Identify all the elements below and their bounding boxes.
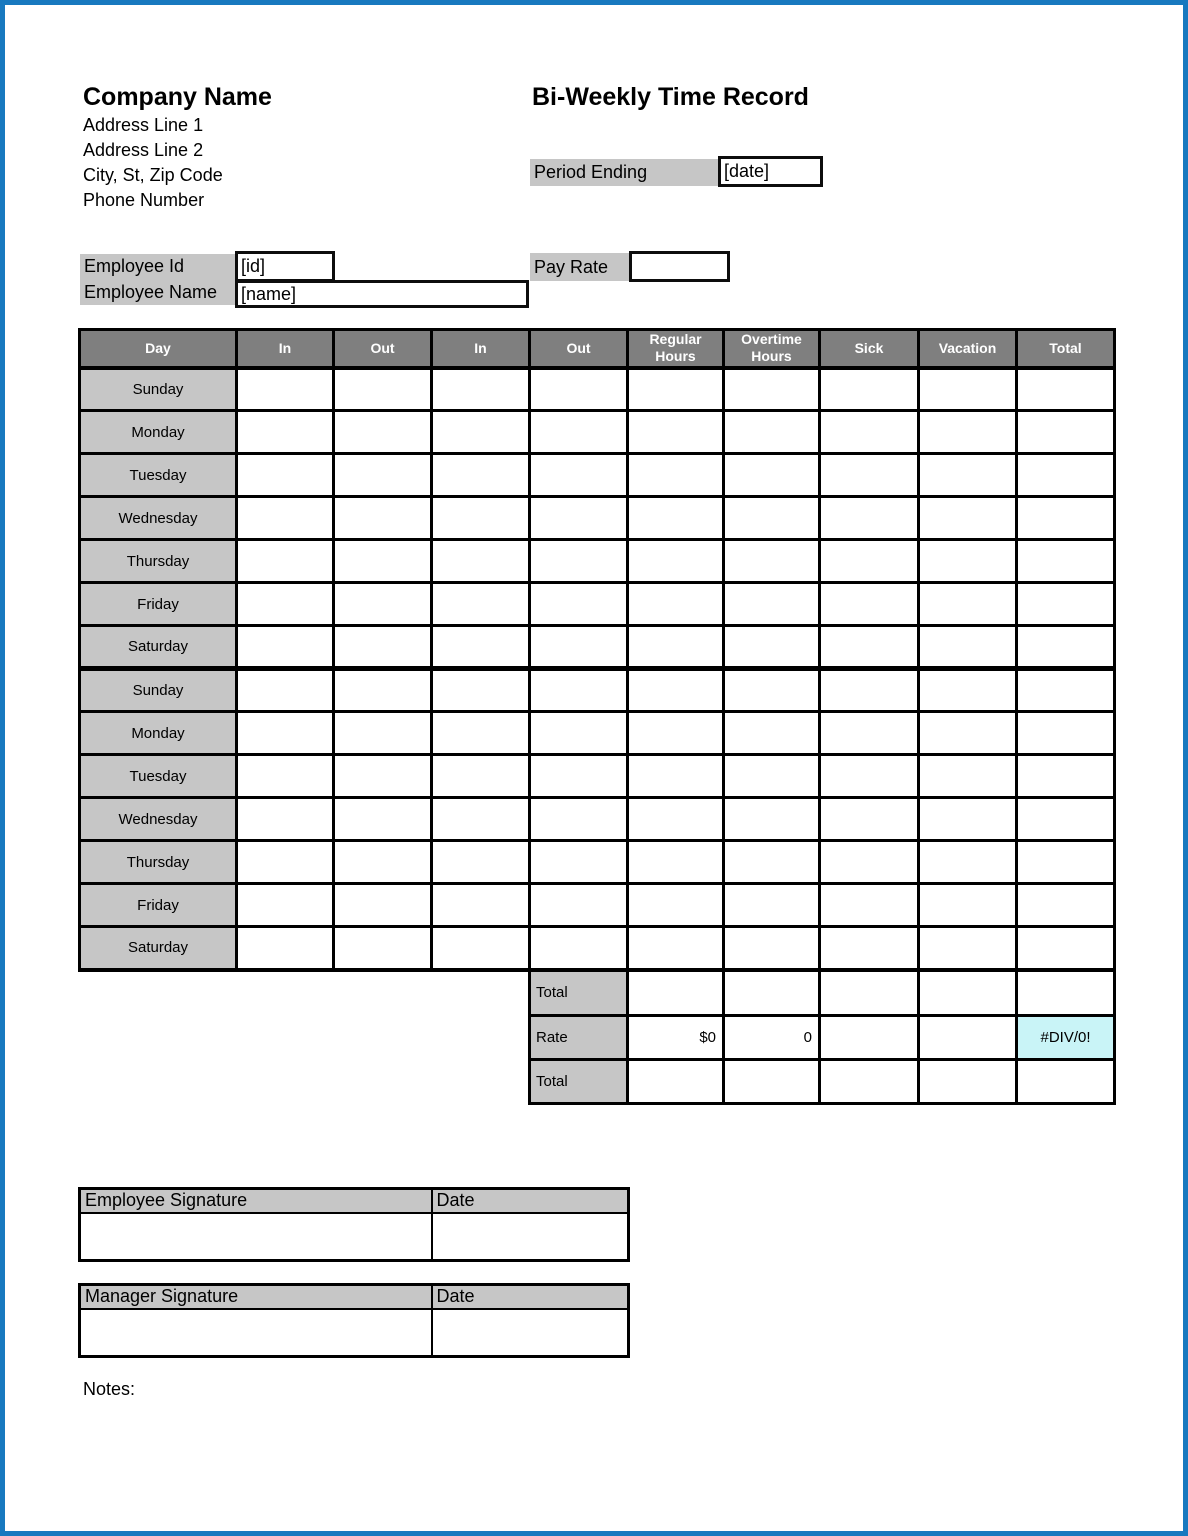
timesheet-day-row <box>80 712 1115 755</box>
time-entry-cell[interactable] <box>724 411 820 454</box>
timesheet-area <box>78 328 1113 1105</box>
summary-total-label: Total <box>530 972 628 1016</box>
time-entry-cell[interactable] <box>237 368 334 411</box>
summary-total2-regular-cell[interactable] <box>628 1060 724 1104</box>
time-entry-cell[interactable] <box>724 368 820 411</box>
summary-rate-overtime-cell[interactable]: 0 <box>724 1016 820 1060</box>
timesheet-day-row <box>80 583 1115 626</box>
time-entry-cell[interactable] <box>1017 755 1115 798</box>
time-entry-cell[interactable] <box>334 712 432 755</box>
summary-total-pay-row <box>530 1060 1115 1104</box>
time-entry-cell[interactable] <box>628 927 724 970</box>
time-entry-cell[interactable] <box>628 626 724 669</box>
timesheet-day-row <box>80 841 1115 884</box>
time-entry-cell[interactable] <box>724 497 820 540</box>
time-entry-cell[interactable] <box>432 497 530 540</box>
time-entry-cell[interactable] <box>919 583 1017 626</box>
time-entry-cell[interactable] <box>237 411 334 454</box>
time-entry-cell[interactable] <box>1017 884 1115 927</box>
timesheet-body <box>80 368 1115 970</box>
company-city-line: City, St, Zip Code <box>83 165 223 185</box>
time-entry-cell[interactable] <box>334 626 432 669</box>
summary-total-regular-cell[interactable] <box>628 972 724 1016</box>
company-name: Company Name <box>83 83 272 111</box>
time-entry-cell[interactable] <box>334 798 432 841</box>
col-header-out-2: Out <box>530 330 628 368</box>
time-entry-cell[interactable] <box>237 454 334 497</box>
employee-signature-table <box>78 1187 630 1262</box>
time-entry-cell[interactable] <box>334 669 432 712</box>
employee-name-input[interactable]: [name] <box>235 280 529 308</box>
time-entry-cell[interactable] <box>237 583 334 626</box>
timesheet-day-row <box>80 669 1115 712</box>
time-entry-cell[interactable] <box>919 669 1017 712</box>
time-entry-cell[interactable] <box>237 841 334 884</box>
time-entry-cell[interactable] <box>432 626 530 669</box>
summary-total-total-cell[interactable] <box>1017 972 1115 1016</box>
time-entry-cell[interactable] <box>820 798 919 841</box>
timesheet-day-row <box>80 368 1115 411</box>
time-entry-cell[interactable] <box>237 626 334 669</box>
time-entry-cell[interactable] <box>919 798 1017 841</box>
col-header-day: Day <box>80 330 237 368</box>
timesheet-day-row <box>80 798 1115 841</box>
summary-rate-regular-cell[interactable]: $0 <box>628 1016 724 1060</box>
timesheet-day-row <box>80 927 1115 970</box>
time-entry-cell[interactable] <box>530 798 628 841</box>
time-entry-cell[interactable] <box>628 454 724 497</box>
time-entry-cell[interactable] <box>628 798 724 841</box>
day-cell: Thursday <box>80 841 237 884</box>
summary-table <box>528 972 1116 1106</box>
time-entry-cell[interactable] <box>628 497 724 540</box>
time-entry-cell[interactable] <box>724 626 820 669</box>
company-address-line-2: Address Line 2 <box>83 140 204 160</box>
time-entry-cell[interactable] <box>820 583 919 626</box>
time-entry-cell[interactable] <box>820 454 919 497</box>
time-entry-cell[interactable] <box>820 626 919 669</box>
period-ending-input[interactable]: [date] <box>718 156 823 187</box>
time-entry-cell[interactable] <box>820 841 919 884</box>
time-entry-cell[interactable] <box>628 669 724 712</box>
time-entry-cell[interactable] <box>724 454 820 497</box>
day-cell: Thursday <box>80 540 237 583</box>
summary-total-overtime-cell[interactable] <box>724 972 820 1016</box>
employee-signature-date-label: Date <box>432 1189 629 1213</box>
time-entry-cell[interactable] <box>628 884 724 927</box>
time-entry-cell[interactable] <box>820 884 919 927</box>
timesheet-day-row <box>80 497 1115 540</box>
time-entry-cell[interactable] <box>237 798 334 841</box>
time-entry-cell[interactable] <box>432 884 530 927</box>
day-cell: Saturday <box>80 626 237 669</box>
time-entry-cell[interactable] <box>820 368 919 411</box>
pay-rate-label: Pay Rate <box>530 253 629 281</box>
time-entry-cell[interactable] <box>1017 841 1115 884</box>
time-entry-cell[interactable] <box>628 583 724 626</box>
time-entry-cell[interactable] <box>432 454 530 497</box>
time-entry-cell[interactable] <box>237 712 334 755</box>
time-entry-cell[interactable] <box>530 411 628 454</box>
time-entry-cell[interactable] <box>724 712 820 755</box>
day-cell: Sunday <box>80 669 237 712</box>
manager-signature-table <box>78 1283 630 1358</box>
time-entry-cell[interactable] <box>237 755 334 798</box>
time-entry-cell[interactable] <box>432 669 530 712</box>
employee-signature-field[interactable] <box>80 1213 432 1261</box>
col-header-in-2: In <box>432 330 530 368</box>
time-entry-cell[interactable] <box>432 841 530 884</box>
time-entry-cell[interactable] <box>432 368 530 411</box>
time-entry-cell[interactable] <box>628 411 724 454</box>
time-entry-cell[interactable] <box>432 583 530 626</box>
time-entry-cell[interactable] <box>919 411 1017 454</box>
time-entry-cell[interactable] <box>820 712 919 755</box>
period-ending-label: Period Ending <box>530 159 718 186</box>
day-cell: Wednesday <box>80 798 237 841</box>
summary-rate-sick-cell[interactable] <box>820 1016 919 1060</box>
employee-name-label: Employee Name <box>80 279 235 305</box>
company-address-line-1: Address Line 1 <box>83 115 204 135</box>
timesheet-day-row <box>80 755 1115 798</box>
day-cell: Saturday <box>80 927 237 970</box>
summary-total2-sick-cell[interactable] <box>820 1060 919 1104</box>
time-entry-cell[interactable] <box>919 712 1017 755</box>
timesheet-day-row <box>80 884 1115 927</box>
manager-signature-date-label: Date <box>432 1285 629 1309</box>
time-entry-cell[interactable] <box>432 927 530 970</box>
employee-id-input[interactable]: [id] <box>235 251 335 282</box>
time-entry-cell[interactable] <box>530 368 628 411</box>
time-entry-cell[interactable] <box>820 497 919 540</box>
time-entry-cell[interactable] <box>334 411 432 454</box>
time-entry-cell[interactable] <box>1017 454 1115 497</box>
time-entry-cell[interactable] <box>334 583 432 626</box>
time-entry-cell[interactable] <box>432 411 530 454</box>
time-entry-cell[interactable] <box>530 540 628 583</box>
summary-total-hours-row <box>530 972 1115 1016</box>
time-entry-cell[interactable] <box>724 927 820 970</box>
employee-signature-date-field[interactable] <box>432 1213 629 1261</box>
time-entry-cell[interactable] <box>1017 798 1115 841</box>
time-entry-cell[interactable] <box>724 669 820 712</box>
time-entry-cell[interactable] <box>919 927 1017 970</box>
time-entry-cell[interactable] <box>1017 368 1115 411</box>
time-entry-cell[interactable] <box>1017 712 1115 755</box>
timesheet-day-row <box>80 540 1115 583</box>
time-entry-cell[interactable] <box>530 454 628 497</box>
time-entry-cell[interactable] <box>919 626 1017 669</box>
time-entry-cell[interactable] <box>628 841 724 884</box>
summary-total2-total-cell[interactable] <box>1017 1060 1115 1104</box>
manager-signature-label: Manager Signature <box>80 1285 432 1309</box>
time-entry-cell[interactable] <box>237 927 334 970</box>
time-entry-cell[interactable] <box>724 798 820 841</box>
summary-rate-vacation-cell[interactable] <box>919 1016 1017 1060</box>
time-entry-cell[interactable] <box>432 540 530 583</box>
time-entry-cell[interactable] <box>724 755 820 798</box>
time-entry-cell[interactable] <box>820 755 919 798</box>
time-entry-cell[interactable] <box>334 927 432 970</box>
day-cell: Wednesday <box>80 497 237 540</box>
col-header-regular-hours: Regular Hours <box>628 330 724 368</box>
col-header-total: Total <box>1017 330 1115 368</box>
time-entry-cell[interactable] <box>237 540 334 583</box>
time-entry-cell[interactable] <box>820 669 919 712</box>
time-entry-cell[interactable] <box>1017 411 1115 454</box>
notes-label: Notes: <box>83 1379 136 1399</box>
time-entry-cell[interactable] <box>919 540 1017 583</box>
timesheet-header-row <box>80 330 1115 368</box>
day-cell: Friday <box>80 583 237 626</box>
time-entry-cell[interactable] <box>1017 669 1115 712</box>
time-entry-cell[interactable] <box>334 368 432 411</box>
time-entry-cell[interactable] <box>530 927 628 970</box>
time-entry-cell[interactable] <box>432 798 530 841</box>
summary-rate-label: Rate <box>530 1016 628 1060</box>
timesheet-day-row <box>80 454 1115 497</box>
summary-rate-total-error-cell[interactable]: #DIV/0! <box>1017 1016 1115 1060</box>
time-entry-cell[interactable] <box>334 540 432 583</box>
time-entry-cell[interactable] <box>724 884 820 927</box>
time-entry-cell[interactable] <box>1017 497 1115 540</box>
time-entry-cell[interactable] <box>820 540 919 583</box>
time-entry-cell[interactable] <box>334 841 432 884</box>
company-phone: Phone Number <box>83 190 205 210</box>
time-entry-cell[interactable] <box>530 497 628 540</box>
time-entry-cell[interactable] <box>1017 626 1115 669</box>
col-header-vacation: Vacation <box>919 330 1017 368</box>
time-entry-cell[interactable] <box>237 884 334 927</box>
col-header-overtime-hours: Overtime Hours <box>724 330 820 368</box>
day-cell: Tuesday <box>80 755 237 798</box>
summary-total2-label: Total <box>530 1060 628 1104</box>
company-block <box>83 81 272 213</box>
time-entry-cell[interactable] <box>334 755 432 798</box>
time-entry-cell[interactable] <box>334 454 432 497</box>
time-entry-cell[interactable] <box>334 497 432 540</box>
employee-signature-label: Employee Signature <box>80 1189 432 1213</box>
time-entry-cell[interactable] <box>919 884 1017 927</box>
time-entry-cell[interactable] <box>820 411 919 454</box>
employee-id-label: Employee Id <box>80 254 235 279</box>
pay-rate-input[interactable] <box>629 251 730 282</box>
manager-signature-date-field[interactable] <box>432 1309 629 1357</box>
day-cell: Monday <box>80 411 237 454</box>
day-cell: Friday <box>80 884 237 927</box>
day-cell: Tuesday <box>80 454 237 497</box>
time-entry-cell[interactable] <box>334 884 432 927</box>
time-entry-cell[interactable] <box>628 755 724 798</box>
col-header-in-1: In <box>237 330 334 368</box>
time-entry-cell[interactable] <box>919 497 1017 540</box>
time-entry-cell[interactable] <box>919 454 1017 497</box>
time-entry-cell[interactable] <box>724 583 820 626</box>
time-entry-cell[interactable] <box>919 368 1017 411</box>
summary-total2-overtime-cell[interactable] <box>724 1060 820 1104</box>
day-cell: Monday <box>80 712 237 755</box>
time-entry-cell[interactable] <box>628 712 724 755</box>
col-header-out-1: Out <box>334 330 432 368</box>
time-entry-cell[interactable] <box>1017 583 1115 626</box>
time-entry-cell[interactable] <box>237 669 334 712</box>
time-entry-cell[interactable] <box>530 583 628 626</box>
time-entry-cell[interactable] <box>628 368 724 411</box>
summary-rate-row <box>530 1016 1115 1060</box>
time-entry-cell[interactable] <box>530 841 628 884</box>
time-entry-cell[interactable] <box>530 626 628 669</box>
time-entry-cell[interactable] <box>1017 540 1115 583</box>
timesheet-table <box>78 328 1116 972</box>
time-entry-cell[interactable] <box>530 669 628 712</box>
time-entry-cell[interactable] <box>237 497 334 540</box>
time-entry-cell[interactable] <box>530 755 628 798</box>
manager-signature-field[interactable] <box>80 1309 432 1357</box>
summary-total2-vacation-cell[interactable] <box>919 1060 1017 1104</box>
timesheet-day-row <box>80 411 1115 454</box>
time-entry-cell[interactable] <box>530 884 628 927</box>
day-cell: Sunday <box>80 368 237 411</box>
time-entry-cell[interactable] <box>724 841 820 884</box>
time-entry-cell[interactable] <box>432 755 530 798</box>
time-entry-cell[interactable] <box>530 712 628 755</box>
col-header-sick: Sick <box>820 330 919 368</box>
time-entry-cell[interactable] <box>919 755 1017 798</box>
summary-total-vacation-cell[interactable] <box>919 972 1017 1016</box>
document-title: Bi-Weekly Time Record <box>532 83 809 111</box>
summary-total-sick-cell[interactable] <box>820 972 919 1016</box>
time-entry-cell[interactable] <box>820 927 919 970</box>
timesheet-day-row <box>80 626 1115 669</box>
time-entry-cell[interactable] <box>432 712 530 755</box>
time-entry-cell[interactable] <box>628 540 724 583</box>
time-entry-cell[interactable] <box>1017 927 1115 970</box>
time-entry-cell[interactable] <box>724 540 820 583</box>
time-entry-cell[interactable] <box>919 841 1017 884</box>
